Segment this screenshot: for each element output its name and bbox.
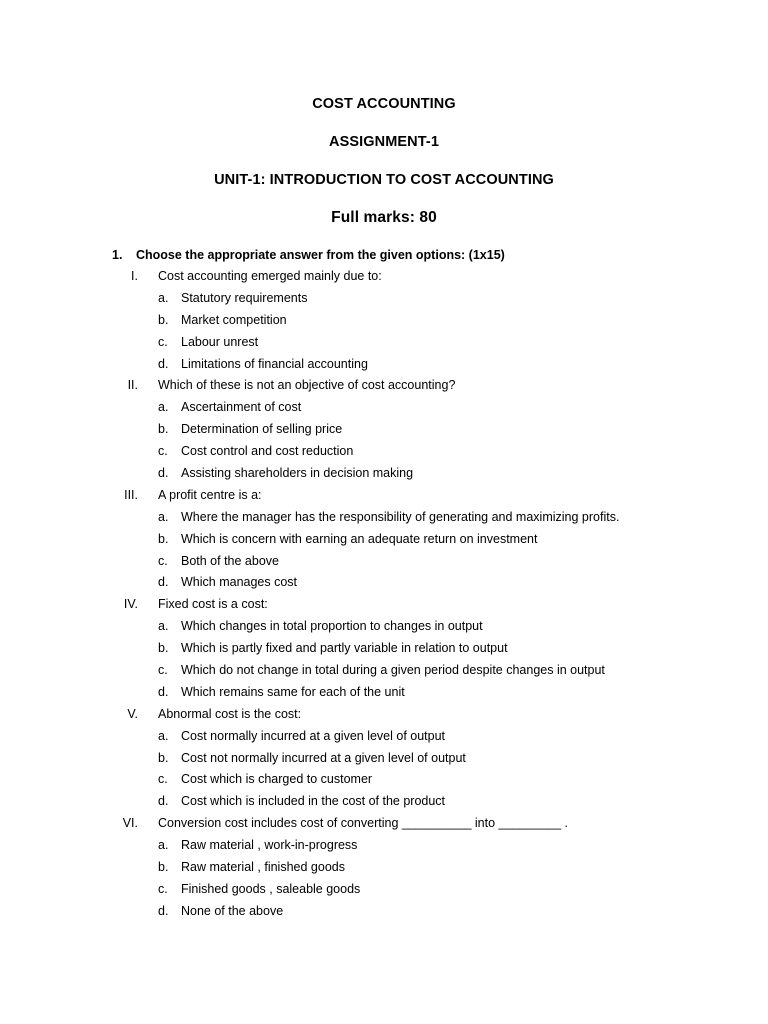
subquestion-number: VI. <box>122 816 138 831</box>
question-number: 1. <box>112 248 123 262</box>
answer-option <box>0 551 768 573</box>
subquestion <box>0 266 768 375</box>
answer-option <box>0 572 768 594</box>
subquestion <box>0 485 768 594</box>
subquestion-number: IV. <box>123 597 138 612</box>
option-letter: a. <box>158 509 169 524</box>
option-text: Which changes in total proportion to changes in output <box>181 619 483 634</box>
option-letter: d. <box>158 466 169 481</box>
option-text: Which do not change in total during a given period despite changes in output <box>181 663 605 678</box>
option-text: Statutory requirements <box>181 290 308 305</box>
option-text: Cost normally incurred at a given level of output <box>181 728 446 743</box>
option-letter: a. <box>158 290 169 305</box>
answer-option <box>0 638 768 660</box>
option-text: Labour unrest <box>181 334 259 349</box>
option-letter: d. <box>158 684 169 699</box>
document-title: COST ACCOUNTING <box>312 96 456 112</box>
subquestion-number: II. <box>127 378 138 393</box>
option-text: Market competition <box>181 312 287 327</box>
option-text: Cost control and cost reduction <box>181 444 354 459</box>
full-marks: Full marks: 80 <box>331 209 437 226</box>
option-letter: a. <box>158 728 169 743</box>
answer-option <box>0 529 768 551</box>
option-letter: a. <box>158 400 169 415</box>
option-letter: b. <box>158 860 169 875</box>
answer-option <box>0 769 768 791</box>
option-text: Cost which is included in the cost of the product <box>181 794 446 809</box>
option-text: Both of the above <box>181 553 279 568</box>
subquestion-stem-row <box>0 813 768 835</box>
option-text: None of the above <box>181 903 284 918</box>
option-letter: a. <box>158 838 169 853</box>
option-text: Where the manager has the responsibility of generating and maximizing profits. <box>181 509 620 524</box>
assignment-label: ASSIGNMENT-1 <box>329 134 439 150</box>
subquestion <box>0 813 768 922</box>
option-text: Raw material , finished goods <box>181 860 345 875</box>
answer-option <box>0 748 768 770</box>
option-text: Which is partly fixed and partly variable in relation to output <box>181 641 508 656</box>
option-letter: b. <box>158 422 169 437</box>
option-text: Which manages cost <box>181 575 298 590</box>
subquestion-number: I. <box>131 269 138 283</box>
subquestion-stem: Which of these is not an objective of cost accounting? <box>158 378 456 393</box>
option-letter: c. <box>158 444 168 459</box>
answer-option <box>0 310 768 332</box>
answer-option <box>0 288 768 310</box>
unit-title: UNIT-1: INTRODUCTION TO COST ACCOUNTING <box>214 172 554 188</box>
subquestion <box>0 594 768 703</box>
subquestion-number: V. <box>127 706 138 721</box>
subquestion <box>0 375 768 484</box>
subquestion-stem-row <box>0 485 768 507</box>
option-letter: c. <box>158 334 168 349</box>
answer-option <box>0 726 768 748</box>
subquestion-list <box>0 266 768 923</box>
answer-option <box>0 354 768 376</box>
option-letter: c. <box>158 881 168 896</box>
answer-option <box>0 441 768 463</box>
answer-option <box>0 332 768 354</box>
answer-option <box>0 901 768 923</box>
subquestion-stem: Conversion cost includes cost of converting __________ into _________ . <box>158 816 569 831</box>
option-text: Limitations of financial accounting <box>181 356 368 371</box>
answer-option <box>0 463 768 485</box>
option-text: Raw material , work-in-progress <box>181 838 358 853</box>
answer-option <box>0 835 768 857</box>
subquestion-number: III. <box>124 487 138 502</box>
answer-option <box>0 857 768 879</box>
option-letter: d. <box>158 356 169 371</box>
answer-option <box>0 682 768 704</box>
subquestion-stem: Fixed cost is a cost: <box>158 597 268 612</box>
option-text: Ascertainment of cost <box>181 400 302 415</box>
answer-option <box>0 397 768 419</box>
subquestion-stem-row <box>0 594 768 616</box>
option-text: Cost not normally incurred at a given level of output <box>181 750 466 765</box>
subquestion-stem-row <box>0 266 768 288</box>
option-text: Cost which is charged to customer <box>181 772 373 787</box>
option-text: Finished goods , saleable goods <box>181 881 361 896</box>
subquestion-stem-row <box>0 375 768 397</box>
option-letter: b. <box>158 531 169 546</box>
answer-option <box>0 791 768 813</box>
option-letter: d. <box>158 903 169 918</box>
answer-option <box>0 616 768 638</box>
option-letter: d. <box>158 575 169 590</box>
subquestion-stem: Cost accounting emerged mainly due to: <box>158 269 382 283</box>
question-heading <box>0 244 768 266</box>
subquestion-stem-row <box>0 704 768 726</box>
answer-option <box>0 419 768 441</box>
option-letter: c. <box>158 663 168 678</box>
option-letter: c. <box>158 772 168 787</box>
answer-option <box>0 879 768 901</box>
option-text: Which is concern with earning an adequate return on investment <box>181 531 538 546</box>
subquestion-stem: Abnormal cost is the cost: <box>158 706 302 721</box>
option-letter: b. <box>158 641 169 656</box>
option-letter: b. <box>158 312 169 327</box>
option-text: Determination of selling price <box>181 422 343 437</box>
subquestion-stem: A profit centre is a: <box>158 487 262 502</box>
answer-option <box>0 507 768 529</box>
question-instruction: Choose the appropriate answer from the given options: (1x15) <box>136 248 505 262</box>
option-text: Assisting shareholders in decision making <box>181 466 414 481</box>
option-letter: a. <box>158 619 169 634</box>
answer-option <box>0 660 768 682</box>
option-letter: b. <box>158 750 169 765</box>
option-letter: c. <box>158 553 168 568</box>
subquestion <box>0 704 768 813</box>
question-1 <box>0 244 768 923</box>
option-text: Which remains same for each of the unit <box>181 684 405 699</box>
option-letter: d. <box>158 794 169 809</box>
